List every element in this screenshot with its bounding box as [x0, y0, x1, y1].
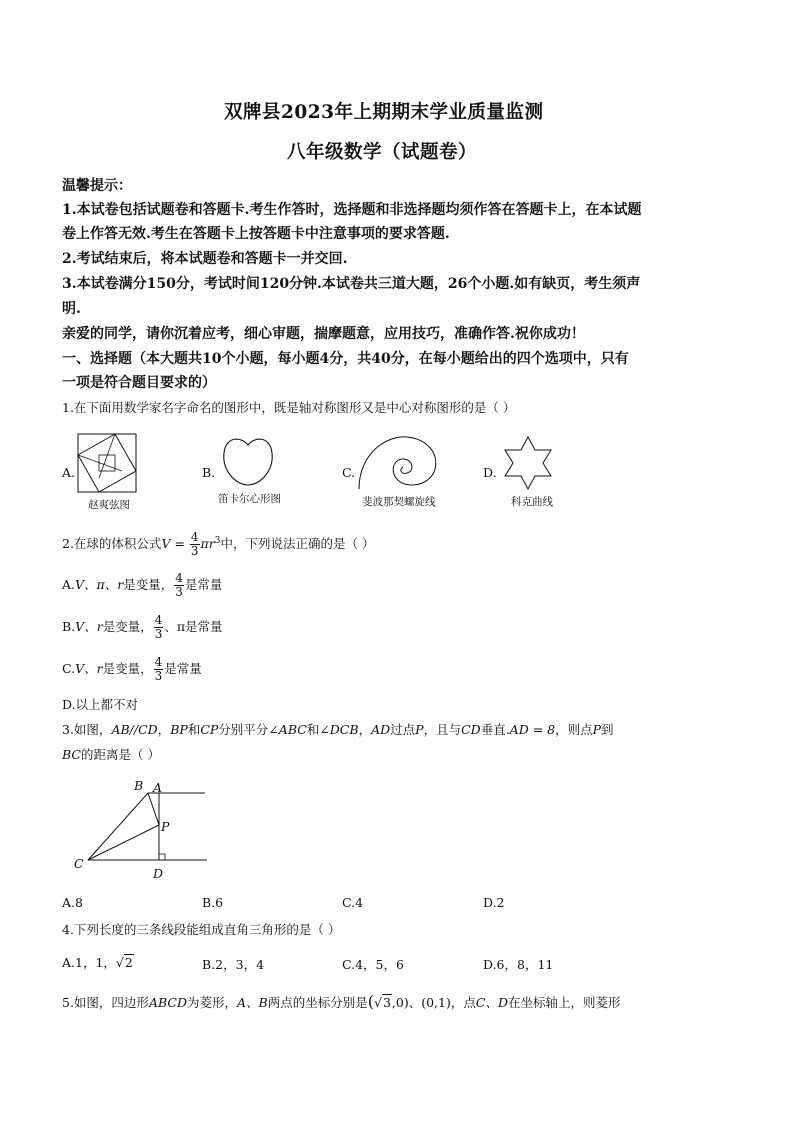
q3-angle-abc: ∠ABC [268, 722, 307, 737]
q4-a-pre: A.1，1， [62, 955, 116, 970]
q3-label-b [134, 778, 143, 793]
q4-option-b: B.2，3，4 [202, 957, 265, 972]
q2-option-b [62, 612, 223, 642]
q4-sqrt-icon: √ [115, 955, 124, 970]
q3-option-b: B.6 [202, 895, 224, 910]
q2-c-post: 是常量 [164, 661, 202, 676]
q5-sqrt3: 3 [382, 995, 391, 1010]
q2-a-frac-den: 3 [175, 585, 183, 599]
cardioid-figure [222, 435, 274, 487]
q2-eq: = [170, 536, 189, 552]
q3-t5: 和 [306, 722, 320, 737]
q2-c-frac-num: 4 [154, 655, 163, 669]
q3-cd: CD [461, 722, 481, 737]
q5-t3: 两点的坐标分别是 [267, 995, 368, 1010]
q3-t11: 到 [601, 722, 614, 737]
notice-label: 温馨提示： [62, 178, 132, 194]
question-5-stem [62, 992, 620, 1011]
q1-option-d-caption: 科克曲线 [511, 496, 553, 508]
q3-t1: 3.如图， [62, 722, 112, 737]
q3-t7: 过点 [390, 722, 416, 737]
q3-label-p-text: P [161, 819, 170, 834]
q2-frac-num: 4 [190, 530, 199, 545]
q3-ad: AD [371, 722, 391, 737]
q3-label-d-text: D [153, 866, 164, 881]
q2-c-mid: 是变量， [102, 661, 153, 676]
q2-a-frac-num: 4 [175, 571, 183, 585]
q2-cube: 3 [214, 536, 221, 546]
zhao-shuang-diagram-figure [77, 433, 137, 493]
q2-b-vars: V、r [75, 619, 103, 634]
notice-line-2: 卷上作答无效.考生在答题卡上按答题卡中注意事项的要求答题. [62, 226, 450, 242]
q3-ab-cd: AB//CD [111, 722, 158, 737]
q3-label-c-text: C [74, 856, 84, 871]
q2-b-fraction [154, 614, 164, 641]
q2-pi-r: πr [200, 536, 215, 552]
question-4-stem: 4.下列长度的三条线段能组成直角三角形的是（ ） [62, 922, 341, 937]
notice-line-4: 3.本试卷满分150分，考试时间120分钟.本试卷共三道大题，26个小题.如有缺页，考生须声 [62, 276, 641, 292]
q2-b-mid: 是变量， [102, 619, 153, 634]
q2-a-mid: 是变量， [123, 577, 174, 592]
q2-c-vars: V、r [75, 661, 103, 676]
q2-b-post: 、π是常量 [164, 619, 223, 634]
q3-geometry-figure [70, 775, 220, 885]
q5-t1: 5.如图，四边形 [62, 995, 149, 1010]
exam-title: 双牌县2023年上期期末学业质量监测 [224, 102, 544, 123]
exam-subtitle: 八年级数学（试题卷） [287, 142, 478, 163]
notice-line-6: 亲爱的同学，请你沉着应考，细心审题，揣摩题意，应用技巧，准确作答.祝你成功！ [62, 326, 585, 342]
q2-c-letter: C. [62, 661, 76, 676]
q5-sep: 、 [408, 995, 422, 1010]
q3-ad-eq: AD = 8 [509, 722, 556, 737]
q5-sqrt-icon: √ [373, 995, 382, 1010]
q1-option-a-caption: 赵爽弦图 [88, 499, 130, 511]
q3-option-a: A.8 [62, 895, 83, 910]
q4-option-a [62, 953, 134, 971]
q2-c-fraction [154, 656, 164, 683]
q1-option-c-letter: C. [342, 465, 356, 480]
q3-t10: ，则点 [555, 722, 593, 737]
section-heading-line-1: 一、选择题（本大题共10个小题，每小题4分，共40分，在每小题给出的四个选项中，只有 [62, 351, 629, 367]
q2-fraction [190, 531, 200, 558]
q2-a-post: 是常量 [184, 577, 223, 592]
q2-option-d: D.以上都不对 [62, 697, 139, 712]
q1-option-d-letter: D. [483, 465, 497, 480]
q5-abcd: ABCD [148, 995, 187, 1010]
q3-label-a [153, 780, 162, 795]
q3-p: P [415, 722, 424, 737]
q3-option-c: C.4 [342, 895, 364, 910]
q5-ab: A、B [236, 995, 268, 1010]
q3-label-p [161, 819, 169, 834]
q4-option-d: D.6，8，11 [483, 957, 554, 972]
section-heading-line-2: 一项是符合题目要求的） [62, 375, 216, 391]
q5-t5: 在坐标轴上，则菱形 [507, 995, 621, 1010]
question-3-line-2 [62, 745, 160, 763]
q4-a-sqrt: 2 [124, 955, 133, 970]
question-3-line-1 [62, 720, 614, 738]
q1-option-b-caption: 笛卡尔心形图 [218, 493, 281, 505]
q2-a-vars: V、π、r [75, 577, 124, 592]
q1-option-b-letter: B. [202, 465, 216, 480]
q5-paren: ( [367, 992, 374, 1011]
notice-line-5: 明. [62, 301, 81, 317]
q4-option-c: C.4，5，6 [342, 957, 404, 972]
question-2-stem [62, 526, 374, 559]
q5-coord-b: (0,1) [421, 995, 451, 1010]
q5-t4: ，点 [450, 995, 476, 1010]
q3-label-c [74, 856, 84, 871]
q3-bc: BC [62, 747, 81, 762]
q5-coord-a-rest: ,0) [391, 995, 409, 1010]
q3-option-d: D.2 [483, 895, 505, 910]
q2-stem-post: 中，下列说法正确的是（ ） [220, 536, 375, 552]
q2-stem-pre: 2.在球的体积公式 [62, 536, 162, 552]
question-1-stem: 1.在下面用数学家名字命名的图形中，既是轴对称图形又是中心对称图形的是（ ） [62, 400, 516, 415]
q3-t12: 的距离是（ ） [80, 747, 160, 762]
koch-curve-figure [503, 436, 553, 490]
notice-line-3: 2.考试结束后，将本试题卷和答题卡一并交回. [62, 251, 348, 267]
q2-b-letter: B. [62, 619, 76, 634]
q2-option-c [62, 654, 202, 684]
q3-t2: ， [157, 722, 171, 737]
q3-t4: 分别平分 [218, 722, 269, 737]
q2-frac-den: 3 [190, 544, 199, 559]
q5-t2: 为菱形， [186, 995, 237, 1010]
q2-a-fraction [174, 572, 184, 599]
q2-b-frac-den: 3 [154, 627, 163, 641]
q2-a-letter: A. [62, 577, 76, 592]
q3-t9: 垂直. [480, 722, 510, 737]
q2-c-frac-den: 3 [154, 669, 163, 683]
q2-var-v: V [161, 536, 171, 552]
q2-option-a [62, 570, 222, 600]
q3-label-b-text: B [134, 778, 144, 793]
q3-t3: 和 [187, 722, 201, 737]
q2-b-frac-num: 4 [154, 613, 163, 627]
q3-label-d [153, 866, 163, 881]
q3-cp: CP [200, 722, 219, 737]
q3-p2: P [592, 722, 602, 737]
q3-angle-dcb: ∠DCB [319, 722, 359, 737]
q3-label-a-text: A [153, 780, 163, 795]
q3-t6: ， [358, 722, 372, 737]
q3-t8: ，且与 [423, 722, 462, 737]
q3-bp: BP [170, 722, 188, 737]
q1-option-c-caption: 斐波那契螺旋线 [362, 496, 436, 508]
notice-line-1: 1.本试卷包括试题卷和答题卡.考生作答时，选择题和非选择题均须作答在答题卡上，在本试题 [62, 202, 642, 218]
fibonacci-spiral-figure [357, 433, 439, 491]
q5-cd: C、D [475, 995, 508, 1010]
q1-option-a-letter: A. [62, 465, 76, 480]
